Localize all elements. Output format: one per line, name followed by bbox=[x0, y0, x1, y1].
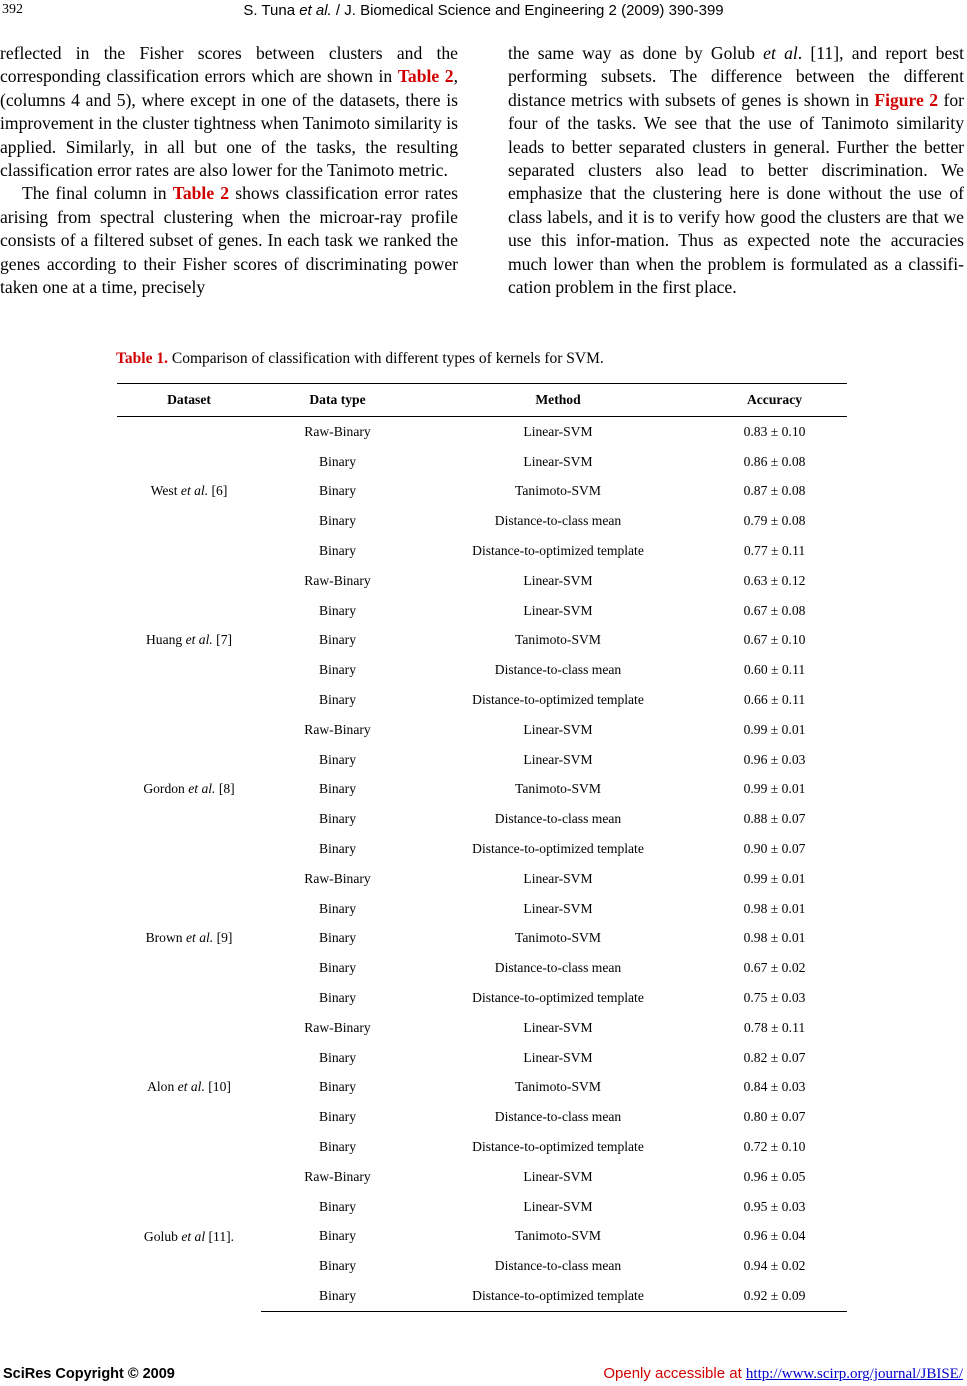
column-header-accuracy: Accuracy bbox=[702, 384, 847, 417]
table-row bbox=[117, 864, 847, 894]
table-row bbox=[117, 1013, 847, 1043]
method-cell: Linear-SVM bbox=[523, 1168, 593, 1184]
method-cell: Linear-SVM bbox=[523, 1049, 593, 1065]
method-cell: Linear-SVM bbox=[523, 721, 593, 737]
dataset-etal: et al. bbox=[180, 483, 209, 499]
accuracy-cell: 0.96 ± 0.05 bbox=[743, 1168, 806, 1184]
accuracy-cell: 0.94 ± 0.02 bbox=[743, 1258, 806, 1274]
data-type-cell: Binary bbox=[319, 513, 356, 529]
data-type-cell: Binary bbox=[319, 1198, 356, 1214]
paragraph bbox=[0, 42, 458, 182]
data-type-cell: Raw-Binary bbox=[304, 870, 371, 886]
accuracy-cell: 0.96 ± 0.03 bbox=[743, 751, 806, 767]
open-access-notice bbox=[603, 1365, 963, 1383]
dataset-cell bbox=[117, 1013, 261, 1162]
dataset-cell bbox=[117, 417, 261, 566]
accuracy-cell: 0.72 ± 0.10 bbox=[743, 1139, 806, 1155]
figure-2-link[interactable]: Figure 2 bbox=[874, 89, 939, 110]
running-head-journal: / J. Biomedical Science and Engineering 2 (2009) 390-399 bbox=[331, 2, 724, 19]
data-type-cell: Binary bbox=[319, 632, 356, 648]
accuracy-cell: 0.60 ± 0.11 bbox=[743, 662, 806, 678]
method-cell: Linear-SVM bbox=[523, 453, 593, 469]
dataset-etal: et al. bbox=[177, 1079, 205, 1095]
table-row bbox=[117, 715, 847, 745]
accuracy-cell: 0.75 ± 0.03 bbox=[743, 990, 806, 1006]
data-type-cell: Binary bbox=[319, 453, 356, 469]
accuracy-cell: 0.82 ± 0.07 bbox=[743, 1049, 806, 1065]
method-cell: Linear-SVM bbox=[523, 751, 593, 767]
text-run: the same way as done by Golub bbox=[508, 43, 764, 63]
accuracy-cell: 0.96 ± 0.04 bbox=[743, 1228, 806, 1244]
accuracy-cell: 0.88 ± 0.07 bbox=[743, 811, 806, 827]
data-type-cell: Raw-Binary bbox=[304, 1019, 371, 1035]
data-type-cell: Raw-Binary bbox=[304, 572, 371, 588]
open-access-label: Openly accessible at bbox=[603, 1365, 746, 1382]
dataset-name: Golub bbox=[143, 1228, 182, 1244]
data-type-cell: Binary bbox=[319, 662, 356, 678]
dataset-etal: et al. bbox=[185, 632, 213, 648]
method-cell: Distance-to-class mean bbox=[494, 513, 622, 529]
data-type-cell: Binary bbox=[319, 990, 356, 1006]
method-cell: Distance-to-class mean bbox=[494, 1109, 622, 1125]
method-cell: Distance-to-class mean bbox=[494, 960, 622, 976]
method-cell: Linear-SVM bbox=[523, 423, 593, 439]
method-cell: Distance-to-optimized template bbox=[472, 990, 644, 1006]
data-type-cell: Binary bbox=[319, 1258, 356, 1274]
method-cell: Tanimoto-SVM bbox=[515, 781, 601, 797]
method-cell: Tanimoto-SVM bbox=[515, 930, 601, 946]
accuracy-cell: 0.86 ± 0.08 bbox=[743, 453, 806, 469]
data-type-cell: Binary bbox=[319, 602, 356, 618]
results-table bbox=[117, 383, 847, 1312]
table-body bbox=[117, 417, 847, 1312]
method-cell: Tanimoto-SVM bbox=[515, 632, 601, 648]
method-cell: Tanimoto-SVM bbox=[515, 1228, 601, 1244]
table-2-link[interactable]: Table 2 bbox=[172, 183, 230, 204]
text-run: reflected in the Fisher scores between clusters and the corresponding classification errors which are shown in bbox=[0, 43, 458, 87]
method-cell: Linear-SVM bbox=[523, 870, 593, 886]
data-type-cell: Binary bbox=[319, 1079, 356, 1095]
table-header-row bbox=[117, 384, 847, 417]
method-cell: Linear-SVM bbox=[523, 1198, 593, 1214]
method-cell: Tanimoto-SVM bbox=[515, 1079, 601, 1095]
data-type-cell: Binary bbox=[319, 841, 356, 857]
data-type-cell: Binary bbox=[261, 1281, 414, 1311]
table-2-link[interactable]: Table 2 bbox=[397, 66, 454, 87]
data-type-cell: Binary bbox=[319, 781, 356, 797]
data-type-cell: Binary bbox=[319, 1228, 356, 1244]
journal-url-link[interactable]: http://www.scirp.org/journal/JBISE/ bbox=[745, 1366, 963, 1382]
data-type-cell: Binary bbox=[319, 1109, 356, 1125]
table-row bbox=[117, 1162, 847, 1192]
data-type-cell: Raw-Binary bbox=[304, 721, 371, 737]
dataset-ref: [6] bbox=[208, 483, 228, 499]
dataset-name: Huang bbox=[145, 632, 186, 648]
method-cell: Distance-to-optimized template bbox=[472, 841, 644, 857]
text-run: , (columns 4 and 5), where except in one of the datasets, there is improvement in the cluster tightness when Tanimoto similarity is applied. Similarly, in all but one of the tasks, the resulting classification error rates are also lower for the Tanimoto metric. bbox=[0, 66, 459, 181]
accuracy-cell: 0.99 ± 0.01 bbox=[743, 781, 806, 797]
table-caption bbox=[116, 350, 604, 368]
dataset-cell bbox=[117, 566, 261, 715]
accuracy-cell: 0.87 ± 0.08 bbox=[743, 483, 806, 499]
method-cell: Linear-SVM bbox=[523, 602, 593, 618]
table-row bbox=[117, 417, 847, 447]
accuracy-cell: 0.99 ± 0.01 bbox=[743, 721, 806, 737]
dataset-ref: [11]. bbox=[205, 1228, 235, 1244]
accuracy-cell: 0.83 ± 0.10 bbox=[743, 423, 806, 439]
accuracy-cell: 0.67 ± 0.08 bbox=[743, 602, 806, 618]
paragraph bbox=[508, 42, 964, 299]
accuracy-cell: 0.80 ± 0.07 bbox=[743, 1109, 806, 1125]
method-cell: Distance-to-class mean bbox=[494, 662, 622, 678]
method-cell: Distance-to-optimized template bbox=[472, 543, 644, 559]
text-run-italic: et al bbox=[763, 43, 798, 63]
accuracy-cell: 0.63 ± 0.12 bbox=[743, 572, 806, 588]
data-type-cell: Binary bbox=[319, 1049, 356, 1065]
accuracy-cell: 0.84 ± 0.03 bbox=[743, 1079, 806, 1095]
dataset-etal: et al bbox=[181, 1228, 206, 1244]
running-head-etal: et al. bbox=[299, 2, 332, 19]
data-type-cell: Binary bbox=[319, 900, 356, 916]
data-type-cell: Binary bbox=[319, 692, 356, 708]
table-caption-text: Comparison of classification with different types of kernels for SVM. bbox=[167, 350, 604, 367]
accuracy-cell: 0.67 ± 0.02 bbox=[743, 960, 806, 976]
page-header bbox=[0, 0, 967, 24]
copyright-notice: SciRes Copyright © 2009 bbox=[3, 1366, 175, 1382]
data-type-cell: Binary bbox=[319, 751, 356, 767]
accuracy-cell: 0.95 ± 0.03 bbox=[743, 1198, 806, 1214]
dataset-ref: [7] bbox=[212, 632, 233, 648]
method-cell: Distance-to-optimized template bbox=[472, 1139, 644, 1155]
dataset-cell bbox=[117, 715, 261, 864]
text-run: The final column in bbox=[22, 183, 173, 204]
page-number: 392 bbox=[2, 2, 23, 17]
data-type-cell: Binary bbox=[319, 1139, 356, 1155]
table-row bbox=[117, 566, 847, 596]
accuracy-cell: 0.66 ± 0.11 bbox=[743, 692, 806, 708]
method-cell: Distance-to-class mean bbox=[494, 1258, 622, 1274]
accuracy-cell: 0.79 ± 0.08 bbox=[743, 513, 806, 529]
dataset-ref: [8] bbox=[215, 781, 235, 797]
dataset-name: Brown bbox=[145, 930, 186, 946]
paragraph bbox=[0, 182, 458, 299]
method-cell: Distance-to-optimized template bbox=[414, 1281, 702, 1311]
left-column bbox=[0, 42, 458, 299]
text-run: for four of the tasks. We see that the use of Tanimoto similarity leads to better separated clusters in general. Further the better separated clusters also lead to better discrimination. We emphasize that the clustering here is done without the use of class labels, and it is to verify how good the clusters are that we use this infor-mation. Thus as expected note the accuracies much lower than when the problem is formulated as a classifi-cation problem in the first place. bbox=[508, 89, 965, 298]
accuracy-cell: 0.99 ± 0.01 bbox=[743, 870, 806, 886]
column-header-data-type: Data type bbox=[261, 384, 414, 417]
method-cell: Distance-to-class mean bbox=[494, 811, 622, 827]
column-header-method: Method bbox=[414, 384, 702, 417]
data-type-cell: Raw-Binary bbox=[304, 1168, 371, 1184]
method-cell: Linear-SVM bbox=[523, 900, 593, 916]
accuracy-cell: 0.90 ± 0.07 bbox=[743, 841, 806, 857]
dataset-name: West bbox=[150, 483, 181, 499]
dataset-cell bbox=[117, 864, 261, 1013]
dataset-cell bbox=[117, 1162, 261, 1311]
data-type-cell: Raw-Binary bbox=[304, 423, 371, 439]
text-run: . [11], and report best performing subsets. The difference between the different distance metrics with subsets of genes is shown in bbox=[508, 43, 964, 110]
accuracy-cell: 0.77 ± 0.11 bbox=[743, 543, 806, 559]
running-head bbox=[0, 2, 967, 19]
method-cell: Linear-SVM bbox=[523, 1019, 593, 1035]
text-run: shows classification error rates arising from spectral clustering when the microar-ray profile consists of a filtered subset of genes. In each task we ranked the genes according to their Fisher scores of discriminating power taken one at a time, precisely bbox=[0, 183, 458, 298]
accuracy-cell: 0.78 ± 0.11 bbox=[743, 1019, 806, 1035]
column-header-dataset: Dataset bbox=[117, 384, 261, 417]
data-type-cell: Binary bbox=[319, 543, 356, 559]
dataset-etal: et al. bbox=[185, 930, 214, 946]
method-cell: Tanimoto-SVM bbox=[515, 483, 601, 499]
data-type-cell: Binary bbox=[319, 811, 356, 827]
data-type-cell: Binary bbox=[319, 930, 356, 946]
right-column bbox=[508, 42, 964, 299]
dataset-ref: [9] bbox=[213, 930, 233, 946]
data-type-cell: Binary bbox=[319, 483, 356, 499]
accuracy-cell: 0.98 ± 0.01 bbox=[743, 930, 806, 946]
dataset-name: Alon bbox=[147, 1079, 178, 1095]
accuracy-cell: 0.67 ± 0.10 bbox=[743, 632, 806, 648]
dataset-etal: et al. bbox=[188, 781, 216, 797]
dataset-ref: [10] bbox=[204, 1079, 231, 1095]
method-cell: Linear-SVM bbox=[523, 572, 593, 588]
running-head-authors: S. Tuna bbox=[243, 2, 300, 19]
accuracy-cell: 0.98 ± 0.01 bbox=[743, 900, 806, 916]
dataset-name: Gordon bbox=[143, 781, 189, 797]
method-cell: Distance-to-optimized template bbox=[472, 692, 644, 708]
data-type-cell: Binary bbox=[319, 960, 356, 976]
accuracy-cell: 0.92 ± 0.09 bbox=[702, 1281, 847, 1311]
table-caption-label: Table 1. bbox=[116, 350, 168, 367]
